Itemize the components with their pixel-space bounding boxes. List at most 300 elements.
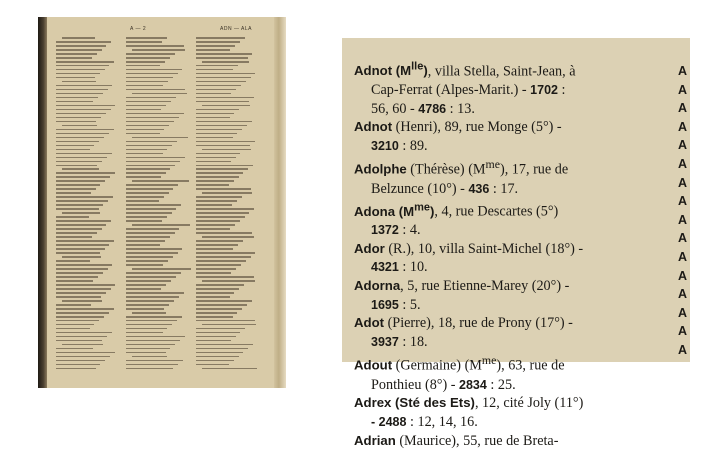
thumbnail-text-line (56, 284, 115, 286)
entry-phone-number: 1702 (530, 82, 558, 97)
thumbnail-text-line (126, 41, 162, 43)
thumbnail-text-line (126, 348, 170, 350)
thumbnail-text-line (56, 268, 108, 270)
thumbnail-text-line (56, 232, 97, 234)
thumbnail-text-line (56, 184, 100, 186)
thumbnail-text-line (126, 172, 166, 174)
entry-continuation (354, 413, 660, 432)
thumbnail-text-line (56, 45, 106, 47)
entry-name: Adrian (354, 432, 396, 448)
thumbnail-text-line (196, 220, 240, 222)
thumbnail-text-line (126, 252, 178, 254)
entry-phone-number: 436 (468, 181, 490, 196)
thumbnail-text-line (56, 176, 110, 178)
thumbnail-text-line (56, 113, 106, 115)
thumbnail-text-line (196, 272, 231, 274)
next-column-marker: A (678, 82, 688, 97)
thumbnail-text-line (196, 228, 230, 230)
thumbnail-text-line (56, 332, 112, 334)
entry-phone-number: - 2488 (371, 414, 407, 429)
thumbnail-text-line (196, 69, 233, 71)
thumbnail-text-line (196, 101, 249, 103)
thumbnail-text-line (56, 352, 115, 354)
thumbnail-text-line (56, 316, 104, 318)
thumbnail-text-line (126, 101, 171, 103)
thumbnail-text-line (56, 356, 110, 358)
thumbnail-text-line (56, 145, 94, 147)
entry-continuation (354, 296, 660, 315)
entry-text: : 5. (398, 296, 421, 313)
thumbnail-text-line (56, 61, 114, 63)
entry-title-superscript: me (481, 353, 497, 368)
next-column-marker: A (678, 175, 688, 190)
thumbnail-text-line (56, 196, 113, 198)
thumbnail-text-line (126, 176, 161, 178)
thumbnail-text-line (56, 260, 90, 262)
thumbnail-text-line (132, 93, 187, 95)
entry-phone-number: 2834 (459, 377, 487, 392)
thumbnail-text-line (196, 308, 242, 310)
thumbnail-text-line (62, 37, 95, 39)
thumbnail-text-line (126, 57, 170, 59)
thumbnail-text-line (196, 336, 236, 338)
thumbnail-text-line (56, 312, 109, 314)
entry-text: : 17. (489, 180, 519, 197)
thumbnail-text-line (202, 105, 250, 107)
thumbnail-text-line (56, 264, 112, 266)
directory-entry (354, 394, 660, 431)
thumbnail-text-line (56, 41, 111, 43)
thumbnail-text-line (126, 97, 176, 99)
thumbnail-text-line (56, 208, 99, 210)
thumbnail-text-line (56, 188, 96, 190)
thumbnail-text-line (62, 256, 101, 258)
thumbnail-text-line (126, 248, 182, 250)
thumbnail-text-line (126, 117, 179, 119)
thumbnail-text-line (196, 340, 231, 342)
thumbnail-text-line (196, 145, 250, 147)
thumbnail-text-line (56, 280, 93, 282)
thumbnail-text-line (126, 228, 179, 230)
entry-title-superscript: me (414, 201, 430, 214)
thumbnail-text-line (196, 296, 230, 298)
thumbnail-text-line (126, 149, 167, 151)
thumbnail-text-line (126, 129, 164, 131)
thumbnail-text-line (126, 360, 183, 362)
thumbnail-text-line (126, 284, 166, 286)
thumbnail-text-line (56, 244, 109, 246)
thumbnail-text-line (196, 264, 241, 266)
thumbnail-text-line (126, 344, 175, 346)
directory-entry (354, 314, 660, 351)
thumbnail-text-line (196, 121, 252, 123)
thumbnail-text-line (56, 180, 105, 182)
thumbnail-text-line (126, 324, 172, 326)
entry-title-superscript: me (485, 157, 500, 172)
thumbnail-header-left: A — 2 (130, 26, 147, 32)
directory-entry (354, 351, 660, 394)
thumbnail-text-line (126, 364, 178, 366)
page-thumbnail (38, 17, 286, 388)
thumbnail-text-line (196, 37, 245, 39)
thumbnail-text-line (202, 61, 249, 63)
entry-text: 56, 60 - (371, 100, 419, 117)
thumbnail-text-line (56, 49, 102, 51)
next-column-marker: A (678, 343, 688, 357)
thumbnail-text-line (56, 77, 95, 79)
thumbnail-text-line (56, 236, 92, 238)
thumbnail-text-line (56, 320, 99, 322)
thumbnail-text-line (56, 328, 90, 330)
thumbnail-text-line (196, 304, 247, 306)
entry-text: : 12, 14, 16. (406, 413, 478, 430)
entry-phone-number: 1695 (371, 297, 399, 312)
thumbnail-text-line (196, 184, 229, 186)
thumbnail-text-line (196, 328, 245, 330)
directory-entry (354, 58, 660, 118)
thumbnail-text-line (56, 157, 107, 159)
thumbnail-text-line (196, 224, 235, 226)
thumbnail-text-line (56, 105, 115, 107)
thumbnail-text-line (196, 97, 254, 99)
thumbnail-text-line (132, 137, 188, 139)
entry-phone-number: 3937 (371, 334, 399, 349)
thumbnail-text-line (196, 161, 231, 163)
thumbnail-text-line (196, 252, 255, 254)
page-edge (274, 17, 286, 388)
thumbnail-text-line (126, 276, 176, 278)
thumbnail-text-line (196, 256, 251, 258)
entry-name: Adorna (354, 278, 401, 294)
next-column-marker: A (678, 119, 688, 134)
thumbnail-text-line (56, 129, 114, 131)
thumbnail-text-line (126, 192, 169, 194)
thumbnail-text-line (196, 125, 247, 127)
thumbnail-text-line (196, 268, 236, 270)
thumbnail-text-line (126, 288, 161, 290)
entry-continuation (354, 137, 660, 156)
thumbnail-text-line (56, 133, 109, 135)
thumbnail-text-line (196, 204, 232, 206)
thumbnail-text-line (56, 172, 115, 174)
thumbnail-text-line (56, 204, 103, 206)
thumbnail-text-line (56, 276, 98, 278)
thumbnail-text-line (126, 264, 163, 266)
thumbnail-text-line (126, 304, 169, 306)
thumbnail-text-line (196, 292, 234, 294)
directory-entries (354, 58, 660, 450)
thumbnail-text-line (126, 208, 176, 210)
thumbnail-text-line (56, 192, 91, 194)
thumbnail-text-line (132, 49, 185, 51)
thumbnail-text-line (56, 364, 100, 366)
thumbnail-text-column (196, 37, 256, 374)
entry-phone-number: 3210 (371, 138, 399, 153)
entry-address: , 4, rue Descartes (5°) (434, 203, 559, 220)
thumbnail-text-line (196, 360, 234, 362)
entry-address: , 5, rue Etienne-Marey (20°) - (400, 278, 570, 295)
thumbnail-text-line (126, 161, 180, 163)
thumbnail-text-line (56, 224, 106, 226)
thumbnail-text-line (196, 284, 244, 286)
thumbnail-text-line (196, 232, 252, 234)
thumbnail-text-column (126, 37, 186, 374)
entry-name-end: ) (423, 63, 428, 79)
thumbnail-text-line (126, 153, 163, 155)
thumbnail-text-line (126, 204, 181, 206)
thumbnail-text-line (196, 356, 239, 358)
entry-continuation (354, 258, 660, 277)
entry-address: (Henri), 89, rue Monge (5°) - (392, 119, 562, 136)
thumbnail-text-line (196, 133, 237, 135)
directory-entry (354, 155, 660, 198)
thumbnail-text-line (56, 117, 101, 119)
thumbnail-text-line (196, 352, 243, 354)
thumbnail-text-line (196, 129, 242, 131)
thumbnail-text-line (196, 109, 239, 111)
thumbnail-text-line (56, 336, 107, 338)
entry-address: (Thérèse) (M (406, 162, 486, 179)
entry-name: Adolphe (354, 162, 407, 178)
thumbnail-text-line (126, 280, 171, 282)
entry-address: Cap-Ferrat (Alpes-Marit.) - (371, 81, 531, 98)
thumbnail-text-line (126, 53, 175, 55)
thumbnail-text-line (126, 292, 184, 294)
thumbnail-text-line (126, 336, 185, 338)
thumbnail-text-line (126, 256, 173, 258)
thumbnail-text-line (126, 240, 165, 242)
next-column-marker: A (678, 268, 688, 283)
entry-address: (Pierre), 18, rue de Prony (17°) - (384, 315, 573, 332)
thumbnail-text-line (126, 113, 184, 115)
entry-address: , 12, cité Joly (11°) (474, 395, 584, 412)
thumbnail-text-line (126, 320, 177, 322)
entry-continuation (354, 333, 660, 352)
thumbnail-text-line (196, 113, 234, 115)
next-column-marker: A (678, 231, 688, 246)
thumbnail-text-line (126, 65, 160, 67)
entry-continuation (354, 376, 660, 395)
thumbnail-text-line (196, 212, 249, 214)
thumbnail-text-line (196, 172, 243, 174)
entry-name: Ador (354, 240, 385, 256)
thumbnail-text-line (196, 208, 254, 210)
directory-entry (354, 432, 660, 450)
thumbnail-text-line (126, 69, 182, 71)
thumbnail-text-line (196, 81, 246, 83)
thumbnail-text-line (196, 244, 238, 246)
thumbnail-text-line (56, 360, 105, 362)
thumbnail-text-line (56, 109, 111, 111)
thumbnail-text-line (196, 141, 255, 143)
entry-text: : (557, 81, 566, 98)
thumbnail-text-line (56, 368, 96, 370)
thumbnail-text-line (196, 300, 252, 302)
thumbnail-text-line (56, 348, 93, 350)
entry-title-superscript: lle (411, 61, 424, 73)
entry-text: : 4. (398, 222, 421, 239)
thumbnail-text-line (196, 276, 254, 278)
thumbnail-text-line (196, 200, 237, 202)
thumbnail-text-column (56, 37, 116, 374)
thumbnail-text-line (56, 216, 89, 218)
thumbnail-text-line (132, 180, 189, 182)
thumbnail-header-right: ADN — ALA (220, 26, 253, 32)
thumbnail-text-line (196, 77, 251, 79)
entry-phone-number: 4786 (418, 101, 447, 116)
thumbnail-text-line (56, 340, 102, 342)
thumbnail-text-line (56, 200, 108, 202)
thumbnail-text-line (196, 288, 239, 290)
thumbnail-text-line (56, 304, 91, 306)
thumbnail-text-line (126, 316, 182, 318)
thumbnail-text-line (126, 89, 185, 91)
thumbnail-text-line (56, 65, 109, 67)
entry-name: Adnot (354, 119, 393, 135)
thumbnail-text-line (126, 244, 160, 246)
thumbnail-text-line (56, 240, 114, 242)
thumbnail-text-line (132, 224, 190, 226)
thumbnail-text-line (56, 121, 96, 123)
thumbnail-text-line (202, 324, 256, 326)
entry-continuation (354, 100, 660, 119)
directory-entry (354, 277, 660, 314)
next-column-marker: A (678, 138, 688, 153)
directory-entry (354, 240, 660, 277)
thumbnail-text-line (56, 308, 114, 310)
entry-name: Adout (354, 358, 393, 374)
entry-text: : 13. (446, 100, 475, 117)
thumbnail-text-line (126, 232, 175, 234)
thumbnail-text-line (126, 141, 177, 143)
thumbnail-text-line (196, 117, 230, 119)
thumbnail-text-line (56, 57, 92, 59)
entry-address: Ponthieu (8°) - (371, 376, 460, 393)
next-column-marker: A (678, 305, 688, 320)
entry-address: (Maurice), 55, rue de Breta- (395, 432, 559, 449)
thumbnail-text-line (126, 188, 173, 190)
thumbnail-text-line (56, 292, 106, 294)
entry-address: ), 17, rue de (499, 162, 569, 179)
entry-phone-number: 1372 (371, 223, 399, 238)
thumbnail-text-line (62, 300, 102, 302)
thumbnail-text-line (126, 300, 174, 302)
thumbnail-text-line (126, 81, 168, 83)
entry-text: : 89. (398, 137, 428, 154)
thumbnail-text-line (126, 296, 179, 298)
entry-phone-number: 4321 (371, 260, 399, 275)
thumbnail-text-line (126, 125, 169, 127)
entry-name: Adnot $(M^{lle})$ (354, 61, 428, 79)
thumbnail-text-line (196, 180, 234, 182)
thumbnail-text-line (56, 97, 98, 99)
thumbnail-text-line (56, 89, 108, 91)
next-column-marker: A (678, 212, 688, 227)
thumbnail-text-line (56, 101, 93, 103)
entry-name: Adrex (Sté des Ets) (354, 395, 475, 411)
thumbnail-text-line (196, 260, 246, 262)
thumbnail-text-line (196, 85, 241, 87)
thumbnail-text-line (126, 105, 166, 107)
thumbnail-text-line (126, 61, 165, 63)
thumbnail-text-line (126, 85, 163, 87)
thumbnail-text-line (56, 228, 102, 230)
thumbnail-text-line (126, 340, 180, 342)
entry-name: Adona $(M^{me})$ (354, 201, 435, 219)
thumbnail-text-line (56, 220, 111, 222)
thumbnail-text-line (56, 141, 99, 143)
thumbnail-text-line (62, 168, 99, 170)
thumbnail-text-line (196, 316, 233, 318)
thumbnail-text-line (62, 212, 100, 214)
thumbnail-text-line (126, 368, 173, 370)
entry-address: (Germaine) (M (392, 358, 482, 375)
thumbnail-text-line (196, 320, 255, 322)
thumbnail-text-line (196, 332, 240, 334)
thumbnail-text-line (126, 236, 170, 238)
thumbnail-text-line (56, 296, 101, 298)
thumbnail-text-line (196, 49, 230, 51)
thumbnail-text-line (132, 312, 166, 314)
thumbnail-text-line (126, 157, 185, 159)
next-column-marker: A (678, 157, 688, 171)
thumbnail-text-line (126, 196, 164, 198)
thumbnail-text-line (126, 165, 175, 167)
thumbnail-text-line (196, 168, 248, 170)
thumbnail-text-line (196, 240, 243, 242)
thumbnail-text-line (196, 176, 239, 178)
thumbnail-text-line (56, 69, 105, 71)
thumbnail-text-line (56, 252, 100, 254)
thumbnail-text-line (56, 153, 112, 155)
thumbnail-text-line (56, 288, 111, 290)
thumbnail-text-line (196, 248, 233, 250)
thumbnail-text-line (196, 348, 248, 350)
thumbnail-text-line (196, 344, 253, 346)
entry-name: Adot (354, 315, 385, 331)
thumbnail-text-line (196, 57, 248, 59)
thumbnail-text-line (196, 157, 236, 159)
thumbnail-text-line (62, 125, 97, 127)
directory-entry (354, 118, 660, 155)
next-column-marker: A (678, 250, 688, 264)
directory-entry (354, 198, 660, 240)
thumbnail-text-line (56, 165, 97, 167)
thumbnail-text-line (62, 81, 96, 83)
thumbnail-text-line (196, 89, 236, 91)
book-spine (38, 17, 47, 388)
thumbnail-text-line (126, 332, 163, 334)
thumbnail-text-line (196, 41, 240, 43)
thumbnail-text-line (126, 272, 181, 274)
thumbnail-text-line (56, 93, 103, 95)
thumbnail-text-line (126, 216, 167, 218)
thumbnail-text-line (126, 220, 162, 222)
thumbnail-text-line (196, 53, 252, 55)
thumbnail-text-line (196, 196, 242, 198)
thumbnail-text-line (202, 149, 251, 151)
entry-continuation (354, 81, 660, 100)
thumbnail-text-line (202, 368, 257, 370)
thumbnail-text-line (126, 200, 159, 202)
entry-continuation (354, 221, 660, 240)
thumbnail-text-line (126, 109, 161, 111)
thumbnail-text-line (196, 188, 251, 190)
thumbnail-text-line (196, 45, 235, 47)
thumbnail-text-line (126, 37, 167, 39)
thumbnail-text-line (126, 145, 172, 147)
thumbnail-text-line (126, 212, 172, 214)
